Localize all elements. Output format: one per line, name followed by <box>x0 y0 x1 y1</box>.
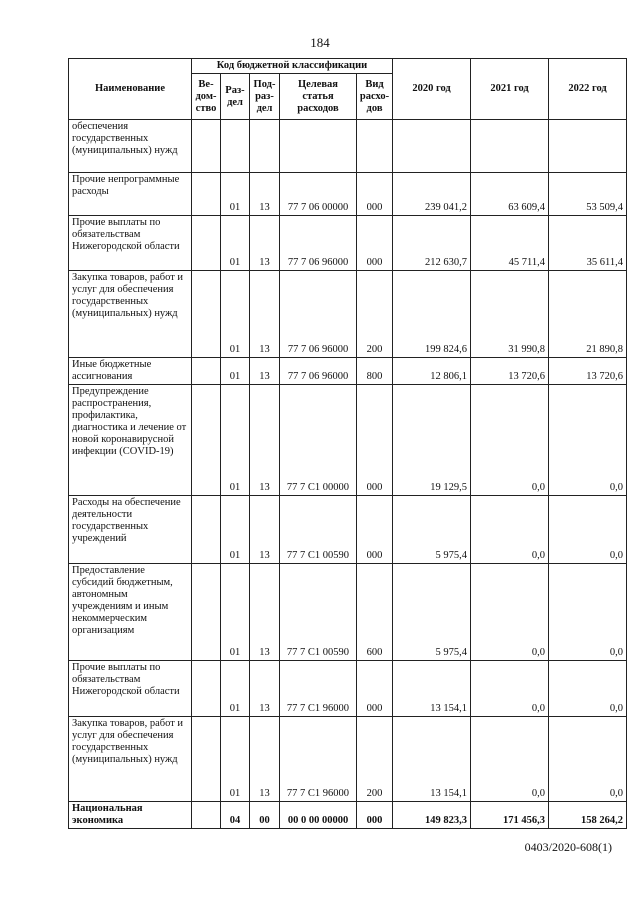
table-row <box>69 173 627 216</box>
row-target: 77 7 C1 00590 <box>280 564 357 661</box>
row-razdel: 01 <box>221 216 250 271</box>
table-row <box>69 120 627 173</box>
row-podrazdel: 13 <box>250 358 280 385</box>
row-value-2022: 53 509,4 <box>549 173 627 216</box>
row-podrazdel: 13 <box>250 216 280 271</box>
row-podrazdel: 13 <box>250 564 280 661</box>
row-razdel: 01 <box>221 173 250 216</box>
row-exp-type: 000 <box>357 385 393 496</box>
row-value-2020: 239 041,2 <box>393 173 471 216</box>
row-target <box>280 120 357 173</box>
row-vedomstvo <box>192 717 221 802</box>
header-name: Наименование <box>69 59 192 120</box>
page-number: 184 <box>310 35 330 50</box>
row-podrazdel: 13 <box>250 496 280 564</box>
row-value-2022: 0,0 <box>549 496 627 564</box>
budget-table <box>68 58 627 829</box>
row-value-2021: 0,0 <box>471 564 549 661</box>
row-value-2021: 13 720,6 <box>471 358 549 385</box>
header-2021: 2021 год <box>471 59 549 120</box>
row-name: Иные бюджетные ассигнования <box>69 358 192 385</box>
row-name: Предупреждение распространения, профилактика, диагностика и лечение от новой коронавирусной инфекции (COVID-19) <box>69 385 192 496</box>
header-razdel: Раз-дел <box>221 74 250 120</box>
row-exp-type: 200 <box>357 271 393 358</box>
row-value-2021: 0,0 <box>471 496 549 564</box>
row-value-2022: 0,0 <box>549 564 627 661</box>
row-value-2020: 212 630,7 <box>393 216 471 271</box>
document-code: 0403/2020-608(1) <box>524 840 612 854</box>
row-value-2021 <box>471 120 549 173</box>
row-value-2020 <box>393 120 471 173</box>
row-razdel: 01 <box>221 564 250 661</box>
header-vedomstvo: Ве-дом-ство <box>192 74 221 120</box>
table-row <box>69 802 627 829</box>
row-vedomstvo <box>192 385 221 496</box>
row-exp-type: 000 <box>357 173 393 216</box>
row-razdel: 04 <box>221 802 250 829</box>
row-target: 77 7 C1 00000 <box>280 385 357 496</box>
header-target: Целевая статья расходов <box>280 74 357 120</box>
row-exp-type: 800 <box>357 358 393 385</box>
row-name: Прочие выплаты по обязательствам Нижегородской области <box>69 661 192 717</box>
row-vedomstvo <box>192 216 221 271</box>
row-value-2020: 13 154,1 <box>393 661 471 717</box>
row-exp-type: 600 <box>357 564 393 661</box>
header-2022: 2022 год <box>549 59 627 120</box>
row-exp-type <box>357 120 393 173</box>
header-podrazdel: Под-раз-дел <box>250 74 280 120</box>
row-target: 00 0 00 00000 <box>280 802 357 829</box>
table-row <box>69 564 627 661</box>
row-podrazdel: 13 <box>250 385 280 496</box>
row-name: Расходы на обеспечение деятельности государственных учреждений <box>69 496 192 564</box>
row-exp-type: 000 <box>357 802 393 829</box>
table-row <box>69 496 627 564</box>
row-target: 77 7 06 96000 <box>280 271 357 358</box>
row-razdel: 01 <box>221 717 250 802</box>
row-value-2021: 0,0 <box>471 717 549 802</box>
row-vedomstvo <box>192 173 221 216</box>
row-razdel: 01 <box>221 358 250 385</box>
row-value-2021: 45 711,4 <box>471 216 549 271</box>
row-podrazdel <box>250 120 280 173</box>
row-podrazdel: 13 <box>250 661 280 717</box>
row-value-2021: 0,0 <box>471 385 549 496</box>
row-vedomstvo <box>192 564 221 661</box>
row-target: 77 7 06 96000 <box>280 358 357 385</box>
row-razdel <box>221 120 250 173</box>
row-target: 77 7 C1 96000 <box>280 717 357 802</box>
row-razdel: 01 <box>221 496 250 564</box>
row-exp-type: 000 <box>357 496 393 564</box>
row-name: Прочие выплаты по обязательствам Нижегородской области <box>69 216 192 271</box>
row-name: Прочие непрограммные расходы <box>69 173 192 216</box>
row-value-2022: 21 890,8 <box>549 271 627 358</box>
row-podrazdel: 13 <box>250 271 280 358</box>
row-value-2022: 158 264,2 <box>549 802 627 829</box>
row-exp-type: 000 <box>357 216 393 271</box>
row-value-2022: 13 720,6 <box>549 358 627 385</box>
row-value-2022: 0,0 <box>549 385 627 496</box>
row-value-2021: 63 609,4 <box>471 173 549 216</box>
row-target: 77 7 C1 96000 <box>280 661 357 717</box>
table-row <box>69 385 627 496</box>
row-value-2022: 0,0 <box>549 717 627 802</box>
row-value-2020: 199 824,6 <box>393 271 471 358</box>
table-row <box>69 358 627 385</box>
row-target: 77 7 06 96000 <box>280 216 357 271</box>
row-value-2020: 5 975,4 <box>393 496 471 564</box>
row-name: Предоставление субсидий бюджетным, автономным учреждениям и иным некоммерческим организациям <box>69 564 192 661</box>
row-value-2021: 31 990,8 <box>471 271 549 358</box>
row-vedomstvo <box>192 496 221 564</box>
row-value-2020: 13 154,1 <box>393 717 471 802</box>
row-exp-type: 200 <box>357 717 393 802</box>
row-value-2022 <box>549 120 627 173</box>
header-exp-type: Вид расхо-дов <box>357 74 393 120</box>
row-name: Национальная экономика <box>69 802 192 829</box>
row-value-2022: 35 611,4 <box>549 216 627 271</box>
row-value-2021: 171 456,3 <box>471 802 549 829</box>
row-name: Закупка товаров, работ и услуг для обеспечения государственных (муниципальных) нужд <box>69 717 192 802</box>
row-razdel: 01 <box>221 385 250 496</box>
table-row <box>69 216 627 271</box>
row-value-2021: 0,0 <box>471 661 549 717</box>
row-vedomstvo <box>192 802 221 829</box>
row-podrazdel: 00 <box>250 802 280 829</box>
table-row <box>69 271 627 358</box>
row-name: Закупка товаров, работ и услуг для обеспечения государственных (муниципальных) нужд <box>69 271 192 358</box>
row-target: 77 7 06 00000 <box>280 173 357 216</box>
row-value-2020: 149 823,3 <box>393 802 471 829</box>
table-row <box>69 661 627 717</box>
row-exp-type: 000 <box>357 661 393 717</box>
row-name: обеспечения государственных (муниципальных) нужд <box>69 120 192 173</box>
table-row <box>69 717 627 802</box>
row-razdel: 01 <box>221 271 250 358</box>
row-value-2020: 19 129,5 <box>393 385 471 496</box>
row-vedomstvo <box>192 120 221 173</box>
row-target: 77 7 C1 00590 <box>280 496 357 564</box>
row-value-2022: 0,0 <box>549 661 627 717</box>
row-podrazdel: 13 <box>250 717 280 802</box>
header-2020: 2020 год <box>393 59 471 120</box>
row-value-2020: 12 806,1 <box>393 358 471 385</box>
row-vedomstvo <box>192 661 221 717</box>
row-value-2020: 5 975,4 <box>393 564 471 661</box>
row-razdel: 01 <box>221 661 250 717</box>
row-vedomstvo <box>192 358 221 385</box>
header-code-group: Код бюджетной классификации <box>192 59 393 74</box>
row-vedomstvo <box>192 271 221 358</box>
row-podrazdel: 13 <box>250 173 280 216</box>
table-body <box>69 120 627 829</box>
